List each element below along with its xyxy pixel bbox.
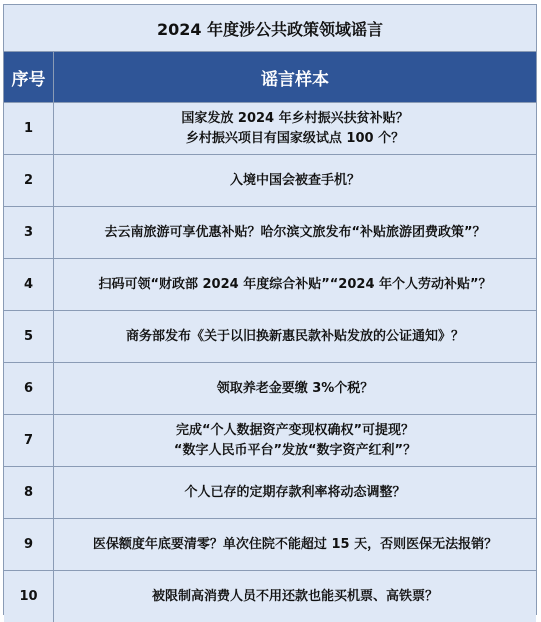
- rumor-sample: [54, 467, 536, 518]
- row-number: 7: [4, 415, 54, 466]
- row-number: 2: [4, 155, 54, 206]
- table-row: [4, 571, 536, 622]
- rumor-sample: [54, 571, 536, 622]
- rumor-sample: [54, 363, 536, 414]
- rumor-sample: [54, 259, 536, 310]
- table-row: [4, 207, 536, 259]
- rumor-text-line: 个人已存的定期存款利率将动态调整？: [184, 484, 406, 500]
- row-number: 4: [4, 259, 54, 310]
- table-row: [4, 415, 536, 467]
- rumor-sample: [54, 311, 536, 362]
- header-number: 序号: [4, 52, 54, 102]
- table-row: [4, 311, 536, 363]
- row-number: 6: [4, 363, 54, 414]
- rumor-sample: [54, 519, 536, 570]
- table-row: [4, 363, 536, 415]
- table-header: [4, 52, 536, 103]
- table-body: [4, 103, 536, 622]
- row-number: 5: [4, 311, 54, 362]
- rumor-sample: [54, 207, 536, 258]
- table-row: [4, 519, 536, 571]
- rumor-text-line: 国家发放 2024 年乡村振兴扶贫补贴？: [181, 110, 409, 126]
- rumor-table: [3, 4, 537, 615]
- rumor-sample: [54, 103, 536, 154]
- rumor-text-line: 商务部发布《关于以旧换新惠民款补贴发放的公证通知》？: [125, 328, 464, 344]
- table-row: [4, 259, 536, 311]
- rumor-text-line: 入境中国会被查手机？: [229, 172, 360, 188]
- row-number: 1: [4, 103, 54, 154]
- rumor-text-line: “数字人民币平台”发放“数字资产红利”？: [173, 442, 417, 458]
- rumor-text-line: 医保额度年底要清零？单次住院不能超过 15 天，否则医保无法报销？: [92, 536, 498, 552]
- row-number: 8: [4, 467, 54, 518]
- table-row: [4, 103, 536, 155]
- rumor-text-line: 被限制高消费人员不用还款也能买机票、高铁票？: [151, 588, 438, 604]
- rumor-text-line: 领取养老金要缴 3%个税？: [216, 380, 374, 396]
- rumor-sample: [54, 415, 536, 466]
- row-number: 9: [4, 519, 54, 570]
- rumor-text-line: 完成“个人数据资产变现权确权”可提现？: [175, 422, 415, 438]
- rumor-sample: [54, 155, 536, 206]
- rumor-text-line: 去云南旅游可享优惠补贴？哈尔滨文旅发布“补贴旅游团费政策”？: [104, 224, 486, 240]
- table-row: [4, 155, 536, 207]
- row-number: 10: [4, 571, 54, 622]
- table-title: 2024 年度涉公共政策领域谣言: [4, 5, 536, 52]
- header-rumor-sample: 谣言样本: [261, 69, 329, 90]
- table-row: [4, 467, 536, 519]
- rumor-text-line: 扫码可领“财政部 2024 年度综合补贴”“2024 年个人劳动补贴”？: [98, 276, 492, 292]
- row-number: 3: [4, 207, 54, 258]
- rumor-text-line: 乡村振兴项目有国家级试点 100 个？: [185, 130, 405, 146]
